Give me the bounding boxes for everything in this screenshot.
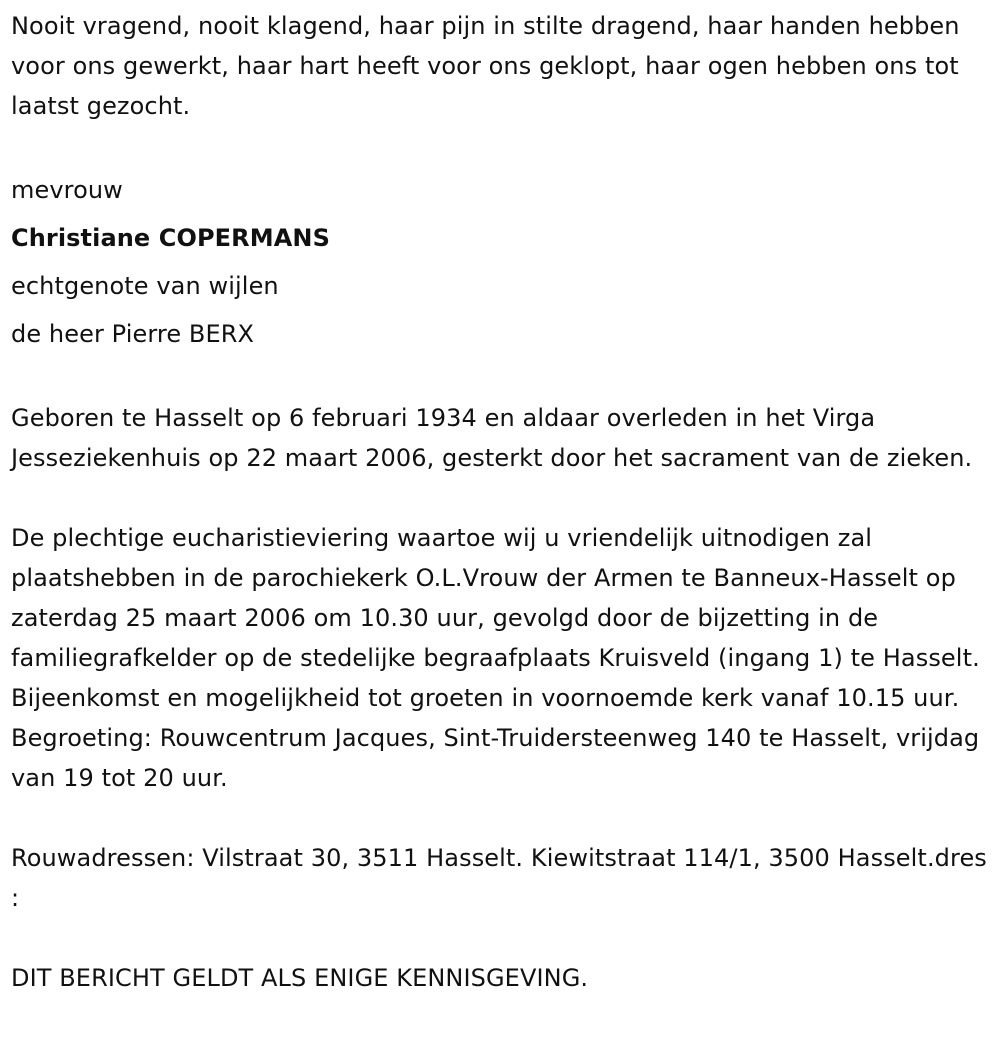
ceremony-paragraph: De plechtige eucharistieviering waartoe wij u vriendelijk uitnodigen zal plaatshebben in de parochiekerk O.L.Vrouw der Armen te Banneux-Hasselt op zaterdag 25 maart 2006 om 10.30 uur, gevolgd door de bijzetting in de familiegrafkelder op de stedelijke begraafplaats Kruisveld (ingang 1) te Hasselt. Bijeenkomst en mogelijkheid tot groeten in voornoemde kerk vanaf 10.15 uur. Begroeting: Rouwcentrum Jacques, Sint-Truidersteenweg 140 te Hasselt, vrijdag van 19 tot 20 uur. [11, 524, 980, 792]
deceased-name: Christiane COPERMANS [11, 224, 330, 252]
obituary-document [11, 6, 991, 998]
notice-paragraph: DIT BERICHT GELDT ALS ENIGE KENNISGEVING. [11, 964, 589, 992]
spacer [11, 798, 991, 838]
spacer [11, 918, 991, 958]
birth-death-paragraph: Geboren te Hasselt op 6 februari 1934 en aldaar overleden in het Virga Jesseziekenhuis op 22 maart 2006, gesterkt door het sacrament van de zieken. [11, 404, 973, 472]
deceased-relation: echtgenote van wijlen [11, 272, 279, 300]
poem-paragraph: Nooit vragend, nooit klagend, haar pijn in stilte dragend, haar handen hebben voor ons gewerkt, haar hart heeft voor ons geklopt, haar ogen hebben ons tot laatst gezocht. [11, 12, 960, 120]
deceased-title: mevrouw [11, 176, 123, 204]
spacer [11, 358, 991, 398]
addresses-paragraph: Rouwadressen: Vilstraat 30, 3511 Hasselt. Kiewitstraat 114/1, 3500 Hasselt.dres : [11, 844, 987, 912]
spacer [11, 126, 991, 166]
spacer [11, 478, 991, 518]
deceased-spouse: de heer Pierre BERX [11, 320, 255, 348]
